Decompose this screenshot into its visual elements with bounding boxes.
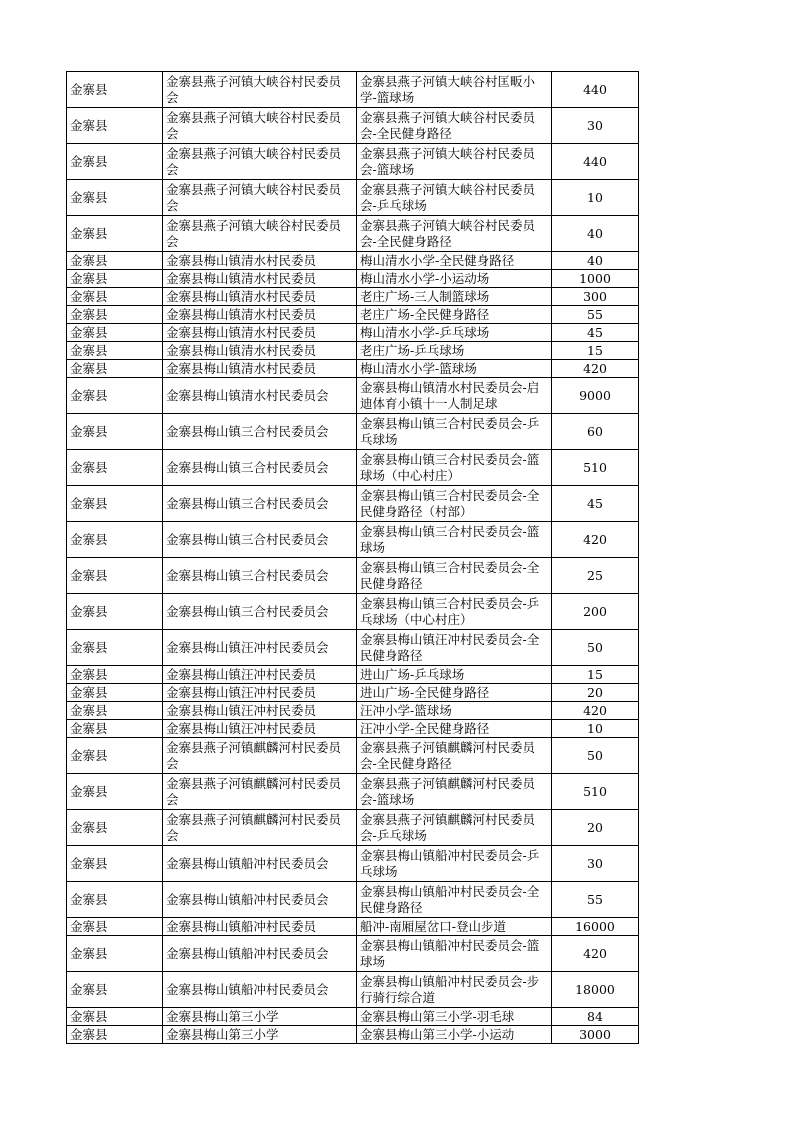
county-cell: 金寨县 [67, 270, 163, 288]
value-cell: 50 [552, 738, 639, 774]
county-cell: 金寨县 [67, 846, 163, 882]
facility-cell: 梅山清水小学-小运动场 [357, 270, 552, 288]
org-cell: 金寨县梅山镇清水村民委员 [163, 360, 357, 378]
facility-cell: 金寨县燕子河镇大峡谷村民委员会-全民健身路径 [357, 216, 552, 252]
value-cell: 200 [552, 594, 639, 630]
org-cell: 金寨县燕子河镇大峡谷村民委员会 [163, 108, 357, 144]
table-row [67, 882, 639, 918]
facility-cell: 金寨县梅山镇三合村民委员会-乒乓球场（中心村庄） [357, 594, 552, 630]
org-cell: 金寨县梅山镇船冲村民委员会 [163, 882, 357, 918]
org-cell: 金寨县梅山镇船冲村民委员会 [163, 972, 357, 1008]
org-cell: 金寨县燕子河镇麒麟河村民委员会 [163, 774, 357, 810]
table-row [67, 522, 639, 558]
county-cell: 金寨县 [67, 306, 163, 324]
table-row [67, 342, 639, 360]
facility-cell: 金寨县梅山镇清水村民委员会-启迪体育小镇十一人制足球 [357, 378, 552, 414]
table-row [67, 324, 639, 342]
value-cell: 10 [552, 720, 639, 738]
facility-cell: 汪冲小学-篮球场 [357, 702, 552, 720]
facility-cell: 老庄广场-全民健身路径 [357, 306, 552, 324]
org-cell: 金寨县梅山镇三合村民委员会 [163, 450, 357, 486]
value-cell: 45 [552, 324, 639, 342]
org-cell: 金寨县梅山镇清水村民委员 [163, 342, 357, 360]
value-cell: 30 [552, 846, 639, 882]
org-cell: 金寨县梅山镇三合村民委员会 [163, 486, 357, 522]
table-row [67, 414, 639, 450]
table-row [67, 846, 639, 882]
facility-cell: 进山广场-全民健身路径 [357, 684, 552, 702]
value-cell: 10 [552, 180, 639, 216]
table-row [67, 1026, 639, 1044]
org-cell: 金寨县梅山镇清水村民委员 [163, 324, 357, 342]
value-cell: 420 [552, 936, 639, 972]
facility-table [66, 71, 639, 1044]
value-cell: 40 [552, 216, 639, 252]
county-cell: 金寨县 [67, 360, 163, 378]
facility-cell: 老庄广场-三人制篮球场 [357, 288, 552, 306]
county-cell: 金寨县 [67, 882, 163, 918]
table-row [67, 270, 639, 288]
facility-cell: 金寨县梅山镇三合村民委员会-乒乓球场 [357, 414, 552, 450]
org-cell: 金寨县燕子河镇麒麟河村民委员会 [163, 738, 357, 774]
org-cell: 金寨县梅山镇清水村民委员 [163, 252, 357, 270]
value-cell: 510 [552, 450, 639, 486]
table-row [67, 810, 639, 846]
county-cell: 金寨县 [67, 324, 163, 342]
county-cell: 金寨县 [67, 486, 163, 522]
table-row [67, 486, 639, 522]
facility-cell: 金寨县燕子河镇大峡谷村民委员会-全民健身路径 [357, 108, 552, 144]
table-row [67, 936, 639, 972]
county-cell: 金寨县 [67, 774, 163, 810]
facility-cell: 梅山清水小学-全民健身路径 [357, 252, 552, 270]
county-cell: 金寨县 [67, 1026, 163, 1044]
value-cell: 3000 [552, 1026, 639, 1044]
table-row [67, 702, 639, 720]
value-cell: 440 [552, 144, 639, 180]
value-cell: 50 [552, 630, 639, 666]
facility-cell: 船冲-南厢屋岔口-登山步道 [357, 918, 552, 936]
value-cell: 45 [552, 486, 639, 522]
value-cell: 15 [552, 342, 639, 360]
table-row [67, 558, 639, 594]
table-row [67, 378, 639, 414]
facility-cell: 金寨县梅山镇船冲村民委员会-步行骑行综合道 [357, 972, 552, 1008]
county-cell: 金寨县 [67, 666, 163, 684]
facility-cell: 金寨县梅山镇三合村民委员会-篮球场 [357, 522, 552, 558]
value-cell: 84 [552, 1008, 639, 1026]
org-cell: 金寨县燕子河镇大峡谷村民委员会 [163, 72, 357, 108]
county-cell: 金寨县 [67, 522, 163, 558]
facility-cell: 金寨县燕子河镇大峡谷村民委员会-篮球场 [357, 144, 552, 180]
table-row [67, 1008, 639, 1026]
county-cell: 金寨县 [67, 342, 163, 360]
org-cell: 金寨县梅山镇船冲村民委员会 [163, 846, 357, 882]
org-cell: 金寨县梅山镇汪冲村民委员 [163, 702, 357, 720]
table-row [67, 684, 639, 702]
value-cell: 18000 [552, 972, 639, 1008]
value-cell: 440 [552, 72, 639, 108]
org-cell: 金寨县梅山镇汪冲村民委员 [163, 666, 357, 684]
table-row [67, 144, 639, 180]
facility-cell: 金寨县燕子河镇麒麟河村民委员会-乒乓球场 [357, 810, 552, 846]
org-cell: 金寨县梅山镇三合村民委员会 [163, 414, 357, 450]
org-cell: 金寨县梅山镇三合村民委员会 [163, 558, 357, 594]
county-cell: 金寨县 [67, 594, 163, 630]
value-cell: 25 [552, 558, 639, 594]
county-cell: 金寨县 [67, 72, 163, 108]
facility-cell: 老庄广场-乒乓球场 [357, 342, 552, 360]
org-cell: 金寨县梅山镇清水村民委员 [163, 288, 357, 306]
value-cell: 510 [552, 774, 639, 810]
table-row [67, 306, 639, 324]
table-row [67, 72, 639, 108]
county-cell: 金寨县 [67, 630, 163, 666]
value-cell: 420 [552, 702, 639, 720]
table-row [67, 720, 639, 738]
table-row [67, 738, 639, 774]
county-cell: 金寨县 [67, 972, 163, 1008]
county-cell: 金寨县 [67, 702, 163, 720]
value-cell: 16000 [552, 918, 639, 936]
value-cell: 20 [552, 684, 639, 702]
table-row [67, 666, 639, 684]
county-cell: 金寨县 [67, 216, 163, 252]
county-cell: 金寨县 [67, 558, 163, 594]
county-cell: 金寨县 [67, 414, 163, 450]
facility-cell: 汪冲小学-全民健身路径 [357, 720, 552, 738]
value-cell: 1000 [552, 270, 639, 288]
county-cell: 金寨县 [67, 450, 163, 486]
county-cell: 金寨县 [67, 1008, 163, 1026]
org-cell: 金寨县梅山镇清水村民委员会 [163, 378, 357, 414]
table-row [67, 360, 639, 378]
facility-cell: 金寨县梅山镇三合村民委员会-篮球场（中心村庄） [357, 450, 552, 486]
table-row [67, 450, 639, 486]
value-cell: 420 [552, 522, 639, 558]
facility-cell: 金寨县梅山镇三合村民委员会-全民健身路径 [357, 558, 552, 594]
org-cell: 金寨县梅山镇三合村民委员会 [163, 522, 357, 558]
facility-cell: 金寨县燕子河镇大峡谷村民委员会-乒乓球场 [357, 180, 552, 216]
county-cell: 金寨县 [67, 288, 163, 306]
value-cell: 55 [552, 306, 639, 324]
facility-cell: 金寨县梅山第三小学-羽毛球 [357, 1008, 552, 1026]
table-row [67, 594, 639, 630]
org-cell: 金寨县燕子河镇大峡谷村民委员会 [163, 216, 357, 252]
facility-cell: 金寨县梅山镇汪冲村民委员会-全民健身路径 [357, 630, 552, 666]
table-row [67, 918, 639, 936]
table-row [67, 108, 639, 144]
value-cell: 60 [552, 414, 639, 450]
facility-cell: 梅山清水小学-篮球场 [357, 360, 552, 378]
county-cell: 金寨县 [67, 738, 163, 774]
facility-cell: 梅山清水小学-乒乓球场 [357, 324, 552, 342]
org-cell: 金寨县梅山镇汪冲村民委员会 [163, 630, 357, 666]
org-cell: 金寨县梅山镇汪冲村民委员 [163, 720, 357, 738]
org-cell: 金寨县梅山第三小学 [163, 1008, 357, 1026]
table-row [67, 774, 639, 810]
value-cell: 15 [552, 666, 639, 684]
org-cell: 金寨县梅山镇清水村民委员 [163, 270, 357, 288]
county-cell: 金寨县 [67, 252, 163, 270]
value-cell: 420 [552, 360, 639, 378]
org-cell: 金寨县梅山镇三合村民委员会 [163, 594, 357, 630]
value-cell: 300 [552, 288, 639, 306]
facility-cell: 金寨县梅山第三小学-小运动 [357, 1026, 552, 1044]
facility-cell: 金寨县梅山镇船冲村民委员会-全民健身路径 [357, 882, 552, 918]
table-row [67, 288, 639, 306]
org-cell: 金寨县燕子河镇大峡谷村民委员会 [163, 144, 357, 180]
table-row [67, 216, 639, 252]
county-cell: 金寨县 [67, 108, 163, 144]
county-cell: 金寨县 [67, 684, 163, 702]
org-cell: 金寨县梅山镇汪冲村民委员 [163, 684, 357, 702]
org-cell: 金寨县梅山第三小学 [163, 1026, 357, 1044]
value-cell: 30 [552, 108, 639, 144]
value-cell: 20 [552, 810, 639, 846]
table-row [67, 630, 639, 666]
county-cell: 金寨县 [67, 918, 163, 936]
county-cell: 金寨县 [67, 144, 163, 180]
table-row [67, 252, 639, 270]
value-cell: 40 [552, 252, 639, 270]
value-cell: 9000 [552, 378, 639, 414]
county-cell: 金寨县 [67, 810, 163, 846]
org-cell: 金寨县梅山镇船冲村民委员会 [163, 936, 357, 972]
county-cell: 金寨县 [67, 936, 163, 972]
org-cell: 金寨县燕子河镇麒麟河村民委员会 [163, 810, 357, 846]
table-row [67, 180, 639, 216]
org-cell: 金寨县梅山镇船冲村民委员 [163, 918, 357, 936]
org-cell: 金寨县梅山镇清水村民委员 [163, 306, 357, 324]
facility-cell: 金寨县梅山镇船冲村民委员会-乒乓球场 [357, 846, 552, 882]
value-cell: 55 [552, 882, 639, 918]
county-cell: 金寨县 [67, 720, 163, 738]
facility-cell: 金寨县燕子河镇麒麟河村民委员会-全民健身路径 [357, 738, 552, 774]
facility-cell: 金寨县燕子河镇大峡谷村匡畈小学-篮球场 [357, 72, 552, 108]
facility-cell: 金寨县梅山镇三合村民委员会-全民健身路径（村部） [357, 486, 552, 522]
facility-cell: 金寨县燕子河镇麒麟河村民委员会-篮球场 [357, 774, 552, 810]
org-cell: 金寨县燕子河镇大峡谷村民委员会 [163, 180, 357, 216]
facility-cell: 金寨县梅山镇船冲村民委员会-篮球场 [357, 936, 552, 972]
table-row [67, 972, 639, 1008]
county-cell: 金寨县 [67, 180, 163, 216]
county-cell: 金寨县 [67, 378, 163, 414]
facility-cell: 进山广场-乒乓球场 [357, 666, 552, 684]
